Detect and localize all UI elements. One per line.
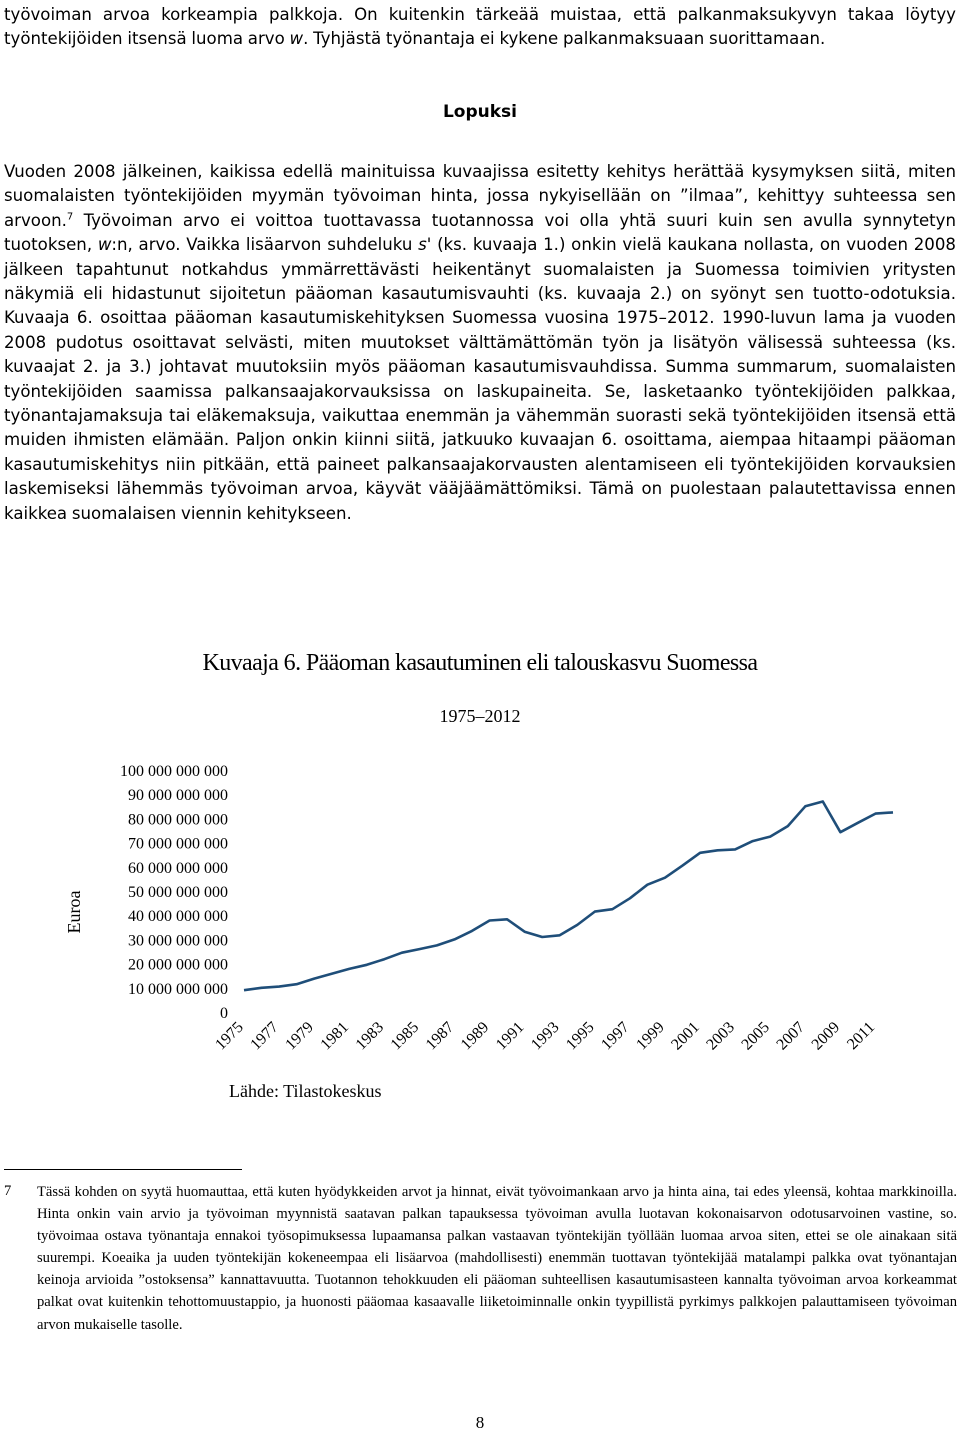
x-tick-label: 2009 — [808, 1018, 844, 1054]
series-line — [244, 802, 893, 991]
footnote-reference[interactable]: 7 — [66, 211, 74, 223]
y-tick-label: 100 000 000 000 — [120, 763, 228, 780]
y-tick-label: 30 000 000 000 — [128, 932, 228, 950]
x-tick-label: 1983 — [352, 1018, 388, 1054]
y-tick-label: 0 — [220, 1005, 228, 1022]
y-axis-label: Euroa — [64, 890, 84, 934]
body-paragraph — [4, 160, 956, 526]
x-tick-label: 2007 — [773, 1018, 809, 1054]
x-tick-label: 1985 — [387, 1018, 423, 1054]
section-heading: Lopuksi — [442, 102, 518, 122]
x-tick-label: 1981 — [317, 1018, 353, 1054]
variable-w: w — [97, 235, 112, 255]
x-tick-label: 1993 — [527, 1018, 563, 1054]
x-tick-label: 1979 — [282, 1018, 317, 1054]
y-axis-tick-labels — [120, 763, 228, 1022]
x-tick-label: 1977 — [247, 1018, 282, 1054]
variable-s-prime: s' — [418, 235, 432, 255]
chart-title: Kuvaaja 6. Pääoman kasautuminen eli talouskasvu Suomessa — [202, 650, 758, 676]
body-text-2: Työvoiman arvo ei voittoa tuottavassa tuotannossa voi olla yhtä suuri kuin sen avulla synnytetyn tuotoksen, — [4, 210, 956, 255]
x-axis-tick-labels — [212, 1019, 878, 1054]
x-tick-label: 1995 — [562, 1018, 598, 1054]
y-tick-label: 80 000 000 000 — [128, 811, 228, 829]
y-tick-label: 70 000 000 000 — [128, 835, 228, 853]
x-tick-label: 2003 — [703, 1018, 738, 1054]
x-tick-label: 1975 — [212, 1018, 247, 1054]
line-chart — [0, 750, 960, 1080]
page-number: 8 — [475, 1413, 485, 1432]
footnote-divider — [4, 1169, 242, 1170]
y-tick-label: 60 000 000 000 — [128, 859, 228, 877]
body-text-1: Vuoden 2008 jälkeinen, kaikissa edellä mainituissa kuvaajissa esitetty kehitys herättää kysymyksen siitä, miten suomalaisten työntekijöiden myymän työvoiman hinta, jossa nykyisellään on ”ilmaa”, kehittyy suhteessa sen arvoon. — [4, 162, 956, 230]
x-tick-label: 1987 — [422, 1018, 458, 1054]
x-tick-label: 1997 — [598, 1018, 633, 1054]
x-tick-label: 2001 — [668, 1018, 703, 1054]
variable-w: w — [289, 29, 304, 49]
chart-source: Lähde: Tilastokeskus — [229, 1081, 382, 1101]
body-text-4: (ks. kuvaaja 1.) onkin vielä kaukana nollasta, on vuoden 2008 jälkeen tapahtunut notkahdus ymmärrettävästi heikentänyt suomalaisten ja Suomessa toimivien yritysten näkymiä eli hidastunut sijoitetun pääoman kasautumisvauhti (ks. kuvaaja 2.) on syönyt sen tuotto-odotuksia. Kuvaaja 6. osoittaa pääoman kasautumiskehityksen Suomessa vuosina 1975–2012. 1990-luvun lama ja vuoden 2008 pudotus osoittavat selvästi, miten muutokset välttämättömän työn ja lisätyön välisessä suhteessa (ks. kuvaajat 2. ja 3.) johtavat muutoksiin myös pääoman kasautumisvauhdissa. Summa summarum, suomalaisten työntekijöiden saamissa palkansaajakorvauksissa on laskupaineita. Se, lasketaanko työntekijöiden palkkaa, työnantajamaksuja tai eläkemaksuja, vaikuttaa enemmän ja vähemmän suorasti sekä työntekijöiden itsensä että muiden ihmisten elämään. Paljon onkin kiinni siitä, jatkuuko kuvaajan 6. osoittama, aiempaa hitaampi pääoman kasautumiskehitys niin pitkään, että paineet palkansaajakorvausten alentamiseen eli työntekijöiden korvauksien laskemiseksi lähemmäs työvoiman arvoa, käyvät vääjäämättömiksi. Tämä on puolestaan palautettavissa ennen kaikkea suomalaisen viennin kehitykseen. — [4, 235, 956, 523]
intro-text-2: . Tyhjästä työnantaja ei kykene palkanmaksuaan suorittamaan. — [303, 29, 826, 49]
intro-paragraph — [4, 3, 956, 52]
y-tick-label: 50 000 000 000 — [128, 884, 228, 901]
y-tick-label: 40 000 000 000 — [128, 908, 228, 926]
x-tick-label: 1989 — [457, 1018, 493, 1054]
x-tick-label: 1999 — [633, 1018, 668, 1054]
x-tick-label: 2011 — [844, 1018, 879, 1054]
x-tick-label: 2005 — [738, 1018, 774, 1054]
x-tick-label: 1991 — [492, 1018, 528, 1054]
y-tick-label: 10 000 000 000 — [128, 980, 228, 998]
footnote-number: 7 — [4, 1183, 12, 1199]
footnote-text: Tässä kohden on syytä huomauttaa, että kuten hyödykkeiden arvot ja hinnat, eivät työvoimankaan arvo ja hinta aina, tai edes yleensä, kohtaa markkinoilla. Hinta onkin vain arvio ja työvoiman myynnistä saatavan palkan tapauksessa työvoiman avulla luotavan kokonaisarvon odotusarvoinen vastine, so. työvoimaa ostava työnantaja ennakoi työsopimuksessa lupaamansa palkan vastaavan työntekijän työllään luomaa arvoa siten, ettei se ole ainakaan sitä suurempi. Koeaika ja uuden työntekijän kokeneempaa eli lisäarvoa (mahdollisesti) enemmän tuottavan työntekijää matalampi palkka ovat työnantajan keinoja arvioida ”ostoksensa” kannattavuutta. Tuotannon tehokkuuden eli pääoman suhteellisen kasautumisasteen kannalta työvoiman arvoa korkeammat palkat ovat kuitenkin tehottomuustappio, ja huonosti pääomaa kasaavalle liiketoiminnalle onkin tyypillistä pyrkimys palkkojen palauttamiseen työvoiman arvon mukaiselle tasolle. — [37, 1184, 957, 1333]
chart-subtitle: 1975–2012 — [439, 706, 521, 726]
y-tick-label: 20 000 000 000 — [128, 956, 228, 974]
intro-text-1: työvoiman arvoa korkeampia palkkoja. On kuitenkin tärkeää muistaa, että palkanmaksukyvyn takaa löytyy työntekijöiden itsensä luoma arvo — [4, 5, 956, 49]
body-text-3: :n, arvo. Vaikka lisäarvon suhdeluku — [111, 235, 419, 255]
y-tick-label: 90 000 000 000 — [128, 787, 228, 805]
